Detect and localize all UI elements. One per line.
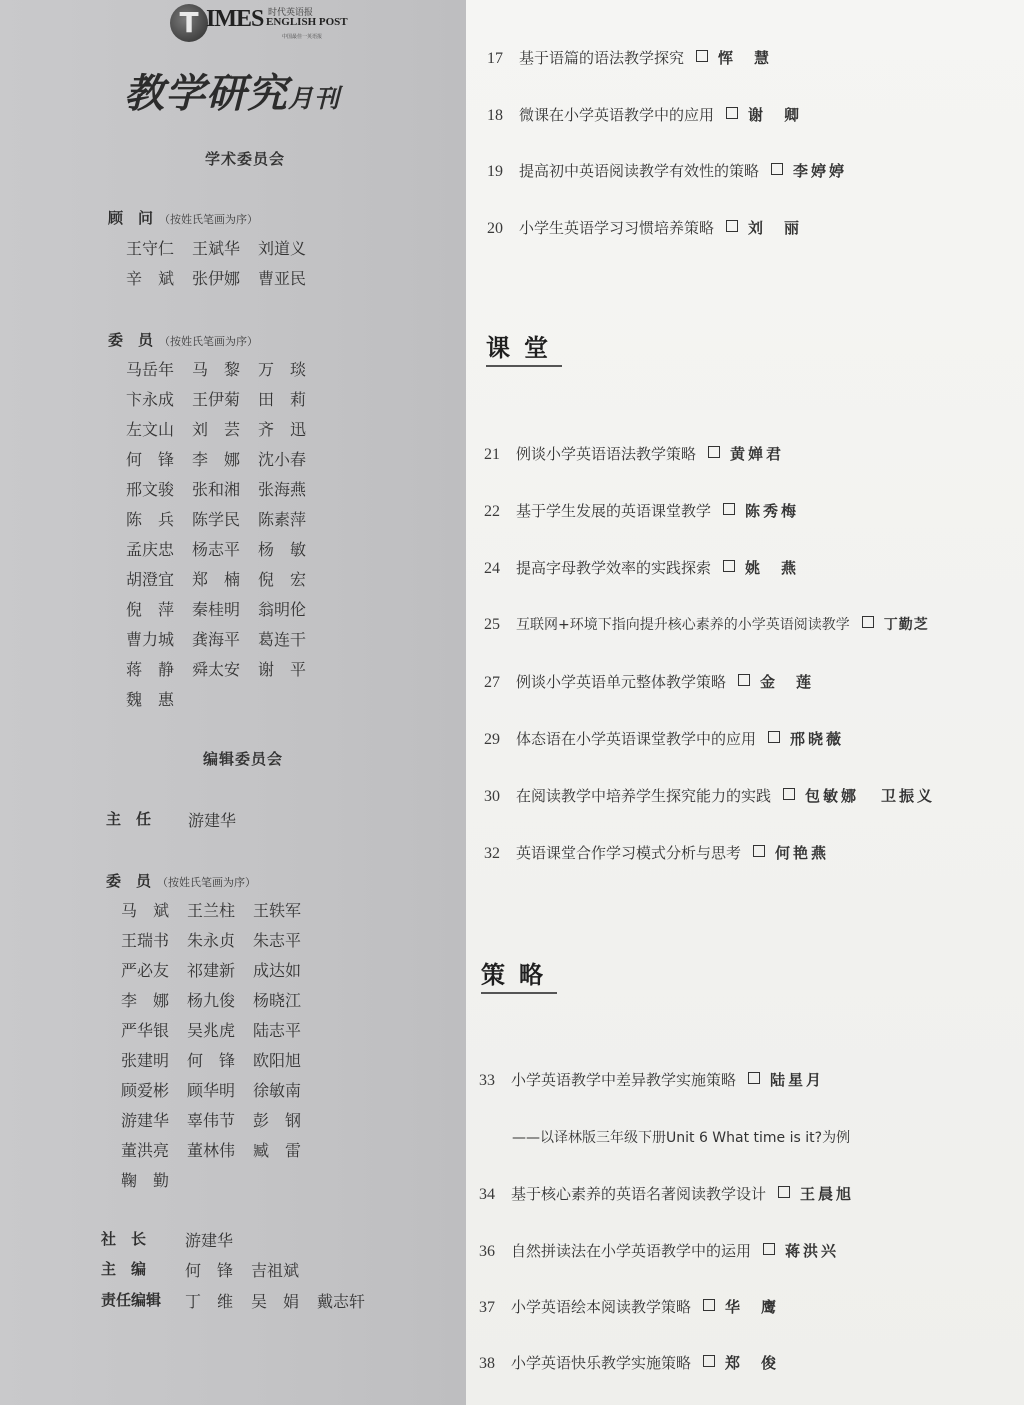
toc-author: 何艳燕	[775, 844, 830, 862]
toc-title: 例谈小学英语语法教学策略	[516, 445, 697, 463]
member-name: 秦桂明	[192, 600, 241, 619]
square-bullet-icon	[726, 220, 738, 232]
toc-subtitle: ——以译林版三年级下册Unit 6 What time is it?为例	[512, 1130, 851, 1146]
editor-name: 王兰柱	[187, 901, 236, 920]
member-name: 杨 敏	[258, 540, 307, 559]
member-name: 万 琰	[258, 360, 307, 379]
member-row	[126, 567, 324, 590]
staff-name: 游建华	[185, 1231, 234, 1250]
toc-page: 22	[484, 503, 500, 520]
member-row	[126, 357, 324, 380]
toc-page: 24	[484, 560, 500, 577]
staff-name: 吴 娟	[251, 1292, 300, 1311]
toc-entry[interactable]	[484, 728, 844, 749]
toc-author: 李婷婷	[793, 162, 848, 180]
academic-members-role: 委 员	[108, 331, 154, 349]
toc-title: 基于语篇的语法教学探究	[519, 49, 685, 67]
member-name: 陈 兵	[126, 510, 175, 529]
toc-entry[interactable]	[487, 160, 847, 181]
editor-row	[121, 1168, 187, 1191]
toc-author: 包敏娜	[805, 787, 860, 805]
toc-entry[interactable]	[484, 614, 929, 634]
toc-author: 丁勤芝	[883, 617, 929, 633]
masthead-panel	[0, 0, 466, 1405]
member-name: 沈小春	[258, 450, 307, 469]
editor-name: 辜伟节	[187, 1111, 236, 1130]
toc-page: 38	[479, 1355, 495, 1372]
toc-entry[interactable]	[487, 47, 772, 68]
member-name: 魏 惠	[126, 690, 175, 709]
editor-name: 顾华明	[187, 1081, 236, 1100]
member-name: 舜太安	[192, 660, 241, 679]
toc-page: 37	[479, 1299, 495, 1316]
toc-entry[interactable]	[487, 217, 802, 238]
director-name: 游建华	[188, 811, 237, 830]
member-row	[126, 597, 324, 620]
editor-name: 鞠 勤	[121, 1171, 170, 1190]
member-name: 李 娜	[192, 450, 241, 469]
member-name: 刘 芸	[192, 420, 241, 439]
square-bullet-icon	[723, 560, 735, 572]
toc-author: 华 鹰	[725, 1298, 780, 1316]
toc-entry[interactable]	[487, 104, 802, 125]
toc-title: 互联网+环境下指向提升核心素养的小学英语阅读教学	[516, 617, 850, 633]
member-row	[126, 507, 324, 530]
member-row	[126, 417, 324, 440]
member-name: 葛连干	[258, 630, 307, 649]
toc-page: 25	[484, 616, 500, 633]
toc-page: 36	[479, 1243, 495, 1260]
member-name: 陈学民	[192, 510, 241, 529]
editor-name: 李 娜	[121, 991, 170, 1010]
editor-row	[121, 1108, 319, 1131]
member-name: 马 黎	[192, 360, 241, 379]
square-bullet-icon	[703, 1299, 715, 1311]
square-bullet-icon	[778, 1186, 790, 1198]
advisor-name: 曹亚民	[258, 269, 307, 288]
toc-title: 英语课堂合作学习模式分析与思考	[516, 844, 742, 862]
toc-page: 32	[484, 845, 500, 862]
publisher-role: 社 长	[101, 1230, 147, 1248]
academic-members-order-note: （按姓氏笔画为序）	[159, 335, 259, 348]
toc-title: 例谈小学英语单元整体教学策略	[516, 673, 727, 691]
editor-name: 马 斌	[121, 901, 170, 920]
toc-author: 陆星月	[770, 1071, 825, 1089]
editor-name: 董林伟	[187, 1141, 236, 1160]
member-name: 卞永成	[126, 390, 175, 409]
member-name: 曹力城	[126, 630, 175, 649]
toc-page: 19	[487, 163, 503, 180]
toc-entry[interactable]	[484, 785, 935, 806]
advisor-name: 王斌华	[192, 239, 241, 258]
logo-wordmark: IMES	[206, 6, 264, 32]
advisor-name: 王守仁	[126, 239, 175, 258]
member-name: 田 莉	[258, 390, 307, 409]
square-bullet-icon	[753, 845, 765, 857]
editor-name: 成达如	[253, 961, 302, 980]
toc-author: 姚 燕	[745, 559, 800, 577]
publisher-names	[185, 1228, 251, 1251]
advisor-row	[126, 236, 324, 259]
editor-row	[121, 988, 319, 1011]
toc-page: 29	[484, 731, 500, 748]
editor-name: 朱志平	[253, 931, 302, 950]
toc-page: 21	[484, 446, 500, 463]
toc-entry[interactable]	[479, 1296, 779, 1317]
toc-title: 小学英语教学中差异教学实施策略	[511, 1071, 737, 1089]
toc-author: 邢晓薇	[790, 730, 845, 748]
advisor-name: 刘道义	[258, 239, 307, 258]
member-row	[126, 687, 192, 710]
member-name: 齐 迅	[258, 420, 307, 439]
toc-author: 谢 卿	[748, 106, 803, 124]
member-row	[126, 477, 324, 500]
advisor-row	[126, 266, 324, 289]
toc-page: 34	[479, 1186, 495, 1203]
member-name: 翁明伦	[258, 600, 307, 619]
responsible-editor-names	[185, 1289, 383, 1312]
square-bullet-icon	[771, 163, 783, 175]
toc-author: 恽 慧	[718, 49, 773, 67]
member-name: 龚海平	[192, 630, 241, 649]
square-bullet-icon	[768, 731, 780, 743]
editor-name: 董洪亮	[121, 1141, 170, 1160]
toc-title: 小学生英语学习习惯培养策略	[519, 219, 715, 237]
square-bullet-icon	[783, 788, 795, 800]
member-name: 张和湘	[192, 480, 241, 499]
editor-name: 王瑞书	[121, 931, 170, 950]
toc-entry[interactable]	[484, 500, 799, 521]
toc-title: 在阅读教学中培养学生探究能力的实践	[516, 787, 772, 805]
magazine-title-main: 教学研究	[124, 71, 288, 117]
section-heading-strategy: 策略	[481, 955, 557, 994]
editor-name: 何 锋	[187, 1051, 236, 1070]
logo-english-name: ENGLISH POST	[266, 16, 348, 28]
toc-entry[interactable]	[479, 1240, 839, 1261]
toc-entry[interactable]	[484, 557, 799, 578]
square-bullet-icon	[726, 107, 738, 119]
member-name: 倪 萍	[126, 600, 175, 619]
toc-title: 提高初中英语阅读教学有效性的策略	[519, 162, 760, 180]
chief-editor-names	[185, 1258, 317, 1281]
time-globe-icon: T	[170, 4, 208, 42]
editor-name: 欧阳旭	[253, 1051, 302, 1070]
logo-chinese-name: 时代英语报	[268, 8, 314, 18]
staff-name: 何 锋	[185, 1261, 234, 1280]
square-bullet-icon	[696, 50, 708, 62]
member-name: 陈素萍	[258, 510, 307, 529]
member-name: 谢 平	[258, 660, 307, 679]
academic-members-heading	[108, 329, 258, 350]
toc-page: 27	[484, 674, 500, 691]
editor-name: 徐敏南	[253, 1081, 302, 1100]
advisor-name: 辛 斌	[126, 269, 175, 288]
square-bullet-icon	[748, 1072, 760, 1084]
editor-name: 陆志平	[253, 1021, 302, 1040]
responsible-editor-role: 责任编辑	[101, 1291, 162, 1309]
section-heading-classroom: 课堂	[486, 328, 562, 367]
toc-entry[interactable]	[484, 671, 814, 692]
member-row	[126, 657, 324, 680]
toc-title: 小学英语绘本阅读教学策略	[511, 1298, 692, 1316]
editor-row	[121, 1138, 319, 1161]
toc-entry[interactable]	[479, 1352, 779, 1373]
director-role: 主 任	[106, 810, 152, 828]
member-name: 蒋 静	[126, 660, 175, 679]
academic-committee-title: 学术委员会	[205, 150, 286, 168]
editor-row	[121, 1018, 319, 1041]
member-name: 邢文骏	[126, 480, 175, 499]
square-bullet-icon	[723, 503, 735, 515]
toc-author: 蒋洪兴	[785, 1242, 840, 1260]
toc-title: 自然拼读法在小学英语教学中的运用	[511, 1242, 752, 1260]
toc-title: 基于学生发展的英语课堂教学	[516, 502, 712, 520]
editor-name: 杨九俊	[187, 991, 236, 1010]
toc-page: 33	[479, 1072, 495, 1089]
magazine-title-suffix: 月刊	[288, 84, 341, 113]
editor-name: 顾爱彬	[121, 1081, 170, 1100]
editor-row	[121, 928, 319, 951]
editor-name: 严必友	[121, 961, 170, 980]
square-bullet-icon	[862, 616, 874, 628]
advisor-name: 张伊娜	[192, 269, 241, 288]
staff-name: 戴志轩	[317, 1292, 366, 1311]
square-bullet-icon	[708, 446, 720, 458]
square-bullet-icon	[738, 674, 750, 686]
editor-name: 严华银	[121, 1021, 170, 1040]
toc-entry[interactable]	[479, 1069, 824, 1090]
editor-name: 杨晓江	[253, 991, 302, 1010]
toc-title: 提高字母教学效率的实践探索	[516, 559, 712, 577]
editor-name: 张建明	[121, 1051, 170, 1070]
member-name: 何 锋	[126, 450, 175, 469]
advisors-order-note: （按姓氏笔画为序）	[159, 213, 259, 226]
square-bullet-icon	[703, 1355, 715, 1367]
toc-coauthor: 卫振义	[881, 787, 936, 805]
toc-author: 郑 俊	[725, 1354, 780, 1372]
editor-name: 彭 钢	[253, 1111, 302, 1130]
editorial-members-role: 委 员	[106, 872, 152, 890]
editorial-members-heading	[106, 870, 256, 891]
editorial-members-order-note: （按姓氏笔画为序）	[157, 876, 257, 889]
square-bullet-icon	[763, 1243, 775, 1255]
member-name: 左文山	[126, 420, 175, 439]
editor-name: 祁建新	[187, 961, 236, 980]
editor-row	[121, 1078, 319, 1101]
toc-author: 刘 丽	[748, 219, 803, 237]
staff-name: 吉祖斌	[251, 1261, 300, 1280]
editor-row	[121, 1048, 319, 1071]
editor-name: 朱永贞	[187, 931, 236, 950]
toc-title: 微课在小学英语教学中的应用	[519, 106, 715, 124]
editor-name: 游建华	[121, 1111, 170, 1130]
member-name: 倪 宏	[258, 570, 307, 589]
toc-author: 陈秀梅	[745, 502, 800, 520]
toc-entry[interactable]	[484, 842, 829, 863]
toc-page: 17	[487, 50, 503, 67]
toc-title: 基于核心素养的英语名著阅读教学设计	[511, 1185, 767, 1203]
toc-author: 黄婵君	[730, 445, 785, 463]
toc-page: 30	[484, 788, 500, 805]
toc-title: 小学英语快乐教学实施策略	[511, 1354, 692, 1372]
member-name: 孟庆忠	[126, 540, 175, 559]
toc-entry[interactable]	[484, 443, 784, 464]
toc-title: 体态语在小学英语课堂教学中的应用	[516, 730, 757, 748]
chief-editor-role: 主 编	[101, 1260, 147, 1278]
toc-author: 王晨旭	[800, 1185, 855, 1203]
member-row	[126, 447, 324, 470]
advisors-heading	[108, 207, 258, 228]
member-name: 张海燕	[258, 480, 307, 499]
staff-name: 丁 维	[185, 1292, 234, 1311]
editor-row	[121, 898, 319, 921]
member-row	[126, 627, 324, 650]
logo-subline: 中国最佳一英语报	[282, 34, 323, 40]
editor-row	[121, 958, 319, 981]
magazine-title	[124, 62, 340, 119]
member-name: 郑 楠	[192, 570, 241, 589]
member-name: 马岳年	[126, 360, 175, 379]
toc-page: 20	[487, 220, 503, 237]
member-row	[126, 537, 324, 560]
editorial-committee-title: 编辑委员会	[203, 750, 284, 768]
editor-name: 吴兆虎	[187, 1021, 236, 1040]
table-of-contents	[466, 0, 1024, 1405]
editor-name: 王轶军	[253, 901, 302, 920]
member-name: 杨志平	[192, 540, 241, 559]
advisors-role: 顾 问	[108, 209, 154, 227]
toc-entry[interactable]	[479, 1183, 854, 1204]
toc-page: 18	[487, 107, 503, 124]
member-name: 胡澄宜	[126, 570, 175, 589]
member-name: 王伊菊	[192, 390, 241, 409]
editor-name: 臧 雷	[253, 1141, 302, 1160]
member-row	[126, 387, 324, 410]
toc-author: 金 莲	[760, 673, 815, 691]
